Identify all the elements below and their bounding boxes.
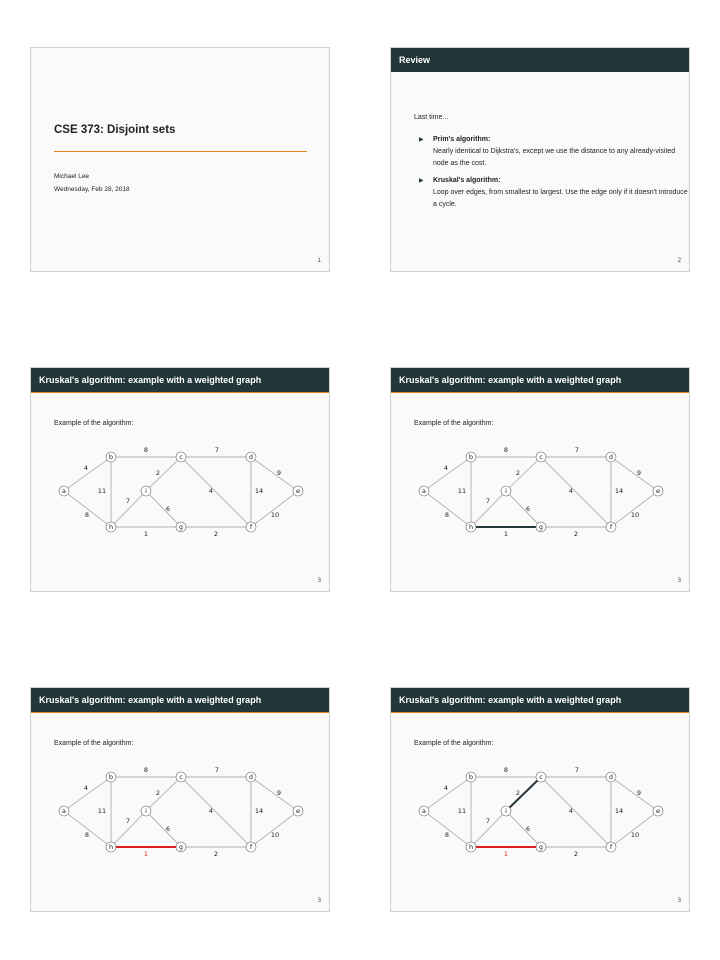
node-e xyxy=(653,806,663,816)
title-divider xyxy=(54,151,307,152)
edge-de xyxy=(251,457,298,491)
edge-weight-de: 9 xyxy=(636,469,642,477)
edge-ef xyxy=(611,491,658,527)
edge-weight-bh: 11 xyxy=(97,807,107,815)
edge-weight-df: 14 xyxy=(254,807,264,815)
node-e xyxy=(293,806,303,816)
edge-de xyxy=(611,457,658,491)
frame-title: Kruskal's algorithm: example with a weighted graph xyxy=(31,688,329,712)
edge-weight-hi: 7 xyxy=(125,497,131,505)
node-label: c xyxy=(179,453,183,462)
node-label: c xyxy=(179,773,183,782)
node-label: i xyxy=(505,487,507,496)
presentation-title: CSE 373: Disjoint sets xyxy=(54,124,176,136)
node-b xyxy=(106,772,116,782)
node-label: i xyxy=(145,807,147,816)
node-label: f xyxy=(609,843,613,852)
edge-cf xyxy=(181,777,251,847)
node-c xyxy=(176,452,186,462)
node-label: h xyxy=(108,523,114,532)
bullet-triangle-icon: ▶ xyxy=(419,178,424,184)
edge-weight-ab: 4 xyxy=(83,784,89,792)
presentation-date: Wednesday, Feb 28, 2018 xyxy=(54,186,130,193)
edge-weight-hi: 7 xyxy=(125,817,131,825)
edge-weight-ig: 6 xyxy=(165,825,171,833)
edge-weight-cd: 7 xyxy=(214,766,220,774)
edge-de xyxy=(251,777,298,811)
edge-ab xyxy=(64,457,111,491)
node-label: a xyxy=(62,487,66,496)
node-label: c xyxy=(539,773,543,782)
edge-ig xyxy=(146,811,181,847)
example-label: Example of the algorithm: xyxy=(414,420,494,427)
slide-2-review xyxy=(390,47,690,272)
node-b xyxy=(466,772,476,782)
edge-ef xyxy=(251,811,298,847)
frame-title: Kruskal's algorithm: example with a weighted graph xyxy=(391,688,689,712)
node-d xyxy=(246,452,256,462)
node-c xyxy=(176,772,186,782)
node-label: b xyxy=(108,453,114,462)
node-label: b xyxy=(468,453,474,462)
node-a xyxy=(419,486,429,496)
node-label: a xyxy=(422,807,426,816)
node-label: f xyxy=(249,523,253,532)
edge-weight-bc: 8 xyxy=(503,446,509,454)
node-label: f xyxy=(249,843,253,852)
node-e xyxy=(293,486,303,496)
node-label: e xyxy=(656,807,660,816)
edge-ci xyxy=(146,777,181,811)
bullet-description: Loop over edges, from smallest to largest. Use the edge only if it doesn't introduce a cycle. xyxy=(433,189,688,208)
edge-cf xyxy=(181,457,251,527)
edge-weight-df: 14 xyxy=(614,487,624,495)
frame-title: Kruskal's algorithm: example with a weighted graph xyxy=(31,368,329,392)
edge-weight-ig: 6 xyxy=(525,825,531,833)
edge-weight-df: 14 xyxy=(614,807,624,815)
edge-weight-de: 9 xyxy=(636,789,642,797)
edge-weight-ci: 2 xyxy=(155,789,161,797)
edge-weight-bh: 11 xyxy=(457,807,467,815)
node-a xyxy=(59,806,69,816)
edge-weight-gf: 2 xyxy=(573,850,579,858)
node-g xyxy=(176,842,186,852)
edge-weight-cf: 4 xyxy=(568,487,574,495)
node-label: d xyxy=(248,773,254,782)
author-name: Michael Lee xyxy=(54,173,90,180)
node-c xyxy=(536,772,546,782)
edge-ig xyxy=(506,811,541,847)
edge-de xyxy=(611,777,658,811)
node-label: g xyxy=(538,843,544,852)
review-intro: Last time... xyxy=(414,114,449,121)
edge-weight-ci: 2 xyxy=(515,789,521,797)
edge-weight-ah: 8 xyxy=(444,831,450,839)
node-b xyxy=(466,452,476,462)
node-label: d xyxy=(608,453,614,462)
node-d xyxy=(606,772,616,782)
node-a xyxy=(419,806,429,816)
node-b xyxy=(106,452,116,462)
node-label: d xyxy=(248,453,254,462)
edge-weight-cf: 4 xyxy=(208,487,214,495)
node-g xyxy=(536,522,546,532)
node-label: g xyxy=(538,523,544,532)
weighted-graph xyxy=(391,368,690,592)
node-label: a xyxy=(62,807,66,816)
example-label: Example of the algorithm: xyxy=(54,740,134,747)
edge-ah xyxy=(64,491,111,527)
edge-cf xyxy=(541,457,611,527)
node-i xyxy=(501,486,511,496)
node-d xyxy=(606,452,616,462)
node-d xyxy=(246,772,256,782)
edge-weight-df: 14 xyxy=(254,487,264,495)
edge-weight-bc: 8 xyxy=(143,446,149,454)
edge-weight-bh: 11 xyxy=(457,487,467,495)
edge-weight-bh: 11 xyxy=(97,487,107,495)
example-label: Example of the algorithm: xyxy=(414,740,494,747)
node-label: e xyxy=(296,487,300,496)
edge-ci xyxy=(146,457,181,491)
node-label: i xyxy=(505,807,507,816)
edge-weight-cd: 7 xyxy=(214,446,220,454)
edge-weight-bc: 8 xyxy=(143,766,149,774)
edge-weight-ab: 4 xyxy=(83,464,89,472)
edge-ab xyxy=(64,777,111,811)
node-i xyxy=(501,806,511,816)
edge-weight-gf: 2 xyxy=(573,530,579,538)
node-f xyxy=(246,522,256,532)
frame-title: Kruskal's algorithm: example with a weighted graph xyxy=(391,368,689,392)
bullet-term: Kruskal's algorithm: xyxy=(433,177,501,184)
node-c xyxy=(536,452,546,462)
edge-weight-ef: 10 xyxy=(270,511,280,519)
node-label: h xyxy=(468,523,474,532)
edge-ah xyxy=(424,491,471,527)
page-number: 1 xyxy=(317,258,321,264)
edge-weight-hg: 1 xyxy=(503,530,509,538)
edge-weight-de: 9 xyxy=(276,789,282,797)
node-label: f xyxy=(609,523,613,532)
edge-ef xyxy=(611,811,658,847)
edge-weight-bc: 8 xyxy=(503,766,509,774)
node-h xyxy=(466,842,476,852)
edge-weight-hi: 7 xyxy=(485,817,491,825)
edge-weight-ef: 10 xyxy=(270,831,280,839)
bullet-description: Nearly identical to Dijkstra's, except we use the distance to any already-visited node as the cost. xyxy=(433,148,676,167)
edge-ah xyxy=(424,811,471,847)
page-number: 3 xyxy=(677,578,681,584)
bullet-triangle-icon: ▶ xyxy=(419,137,424,143)
node-g xyxy=(176,522,186,532)
edge-cf xyxy=(541,777,611,847)
edge-weight-ef: 10 xyxy=(630,511,640,519)
page-number: 3 xyxy=(317,578,321,584)
edge-ab xyxy=(424,457,471,491)
weighted-graph xyxy=(31,368,330,592)
edge-weight-ef: 10 xyxy=(630,831,640,839)
edge-ah xyxy=(64,811,111,847)
node-a xyxy=(59,486,69,496)
node-h xyxy=(466,522,476,532)
edge-weight-ah: 8 xyxy=(444,511,450,519)
edge-weight-ci: 2 xyxy=(155,469,161,477)
slide-1-title xyxy=(30,47,330,272)
node-e xyxy=(653,486,663,496)
edge-weight-cd: 7 xyxy=(574,446,580,454)
node-label: b xyxy=(468,773,474,782)
edge-weight-gf: 2 xyxy=(213,530,219,538)
edge-weight-ab: 4 xyxy=(443,784,449,792)
edge-ci xyxy=(506,457,541,491)
edge-weight-cf: 4 xyxy=(568,807,574,815)
node-f xyxy=(606,522,616,532)
node-label: g xyxy=(178,523,184,532)
edge-weight-ab: 4 xyxy=(443,464,449,472)
page-number: 3 xyxy=(317,898,321,904)
node-i xyxy=(141,806,151,816)
node-label: h xyxy=(108,843,114,852)
slide-kruskal-step-1 xyxy=(30,367,330,592)
node-i xyxy=(141,486,151,496)
node-f xyxy=(606,842,616,852)
edge-weight-gf: 2 xyxy=(213,850,219,858)
edge-ci xyxy=(506,777,541,811)
edge-weight-ah: 8 xyxy=(84,831,90,839)
weighted-graph xyxy=(391,688,690,912)
node-label: e xyxy=(296,807,300,816)
slide-kruskal-step-2 xyxy=(390,367,690,592)
weighted-graph xyxy=(31,688,330,912)
node-f xyxy=(246,842,256,852)
bullet-term: Prim's algorithm: xyxy=(433,136,491,143)
node-label: e xyxy=(656,487,660,496)
edge-weight-de: 9 xyxy=(276,469,282,477)
edge-ab xyxy=(424,777,471,811)
edge-weight-ig: 6 xyxy=(525,505,531,513)
node-h xyxy=(106,842,116,852)
node-g xyxy=(536,842,546,852)
edge-ig xyxy=(146,491,181,527)
node-label: d xyxy=(608,773,614,782)
node-label: b xyxy=(108,773,114,782)
edge-weight-hg: 1 xyxy=(503,850,509,858)
edge-weight-ah: 8 xyxy=(84,511,90,519)
frame-title: Review xyxy=(391,48,689,72)
edge-weight-ig: 6 xyxy=(165,505,171,513)
edge-weight-ci: 2 xyxy=(515,469,521,477)
node-label: i xyxy=(145,487,147,496)
node-label: h xyxy=(468,843,474,852)
node-label: g xyxy=(178,843,184,852)
edge-weight-cf: 4 xyxy=(208,807,214,815)
node-label: c xyxy=(539,453,543,462)
node-label: a xyxy=(422,487,426,496)
page-number: 2 xyxy=(677,258,681,264)
slide-kruskal-step-4 xyxy=(390,687,690,912)
node-h xyxy=(106,522,116,532)
edge-ig xyxy=(506,491,541,527)
slide-kruskal-step-3 xyxy=(30,687,330,912)
edge-ef xyxy=(251,491,298,527)
edge-weight-cd: 7 xyxy=(574,766,580,774)
edge-weight-hi: 7 xyxy=(485,497,491,505)
page-number: 3 xyxy=(677,898,681,904)
edge-weight-hg: 1 xyxy=(143,530,149,538)
edge-weight-hg: 1 xyxy=(143,850,149,858)
example-label: Example of the algorithm: xyxy=(54,420,134,427)
